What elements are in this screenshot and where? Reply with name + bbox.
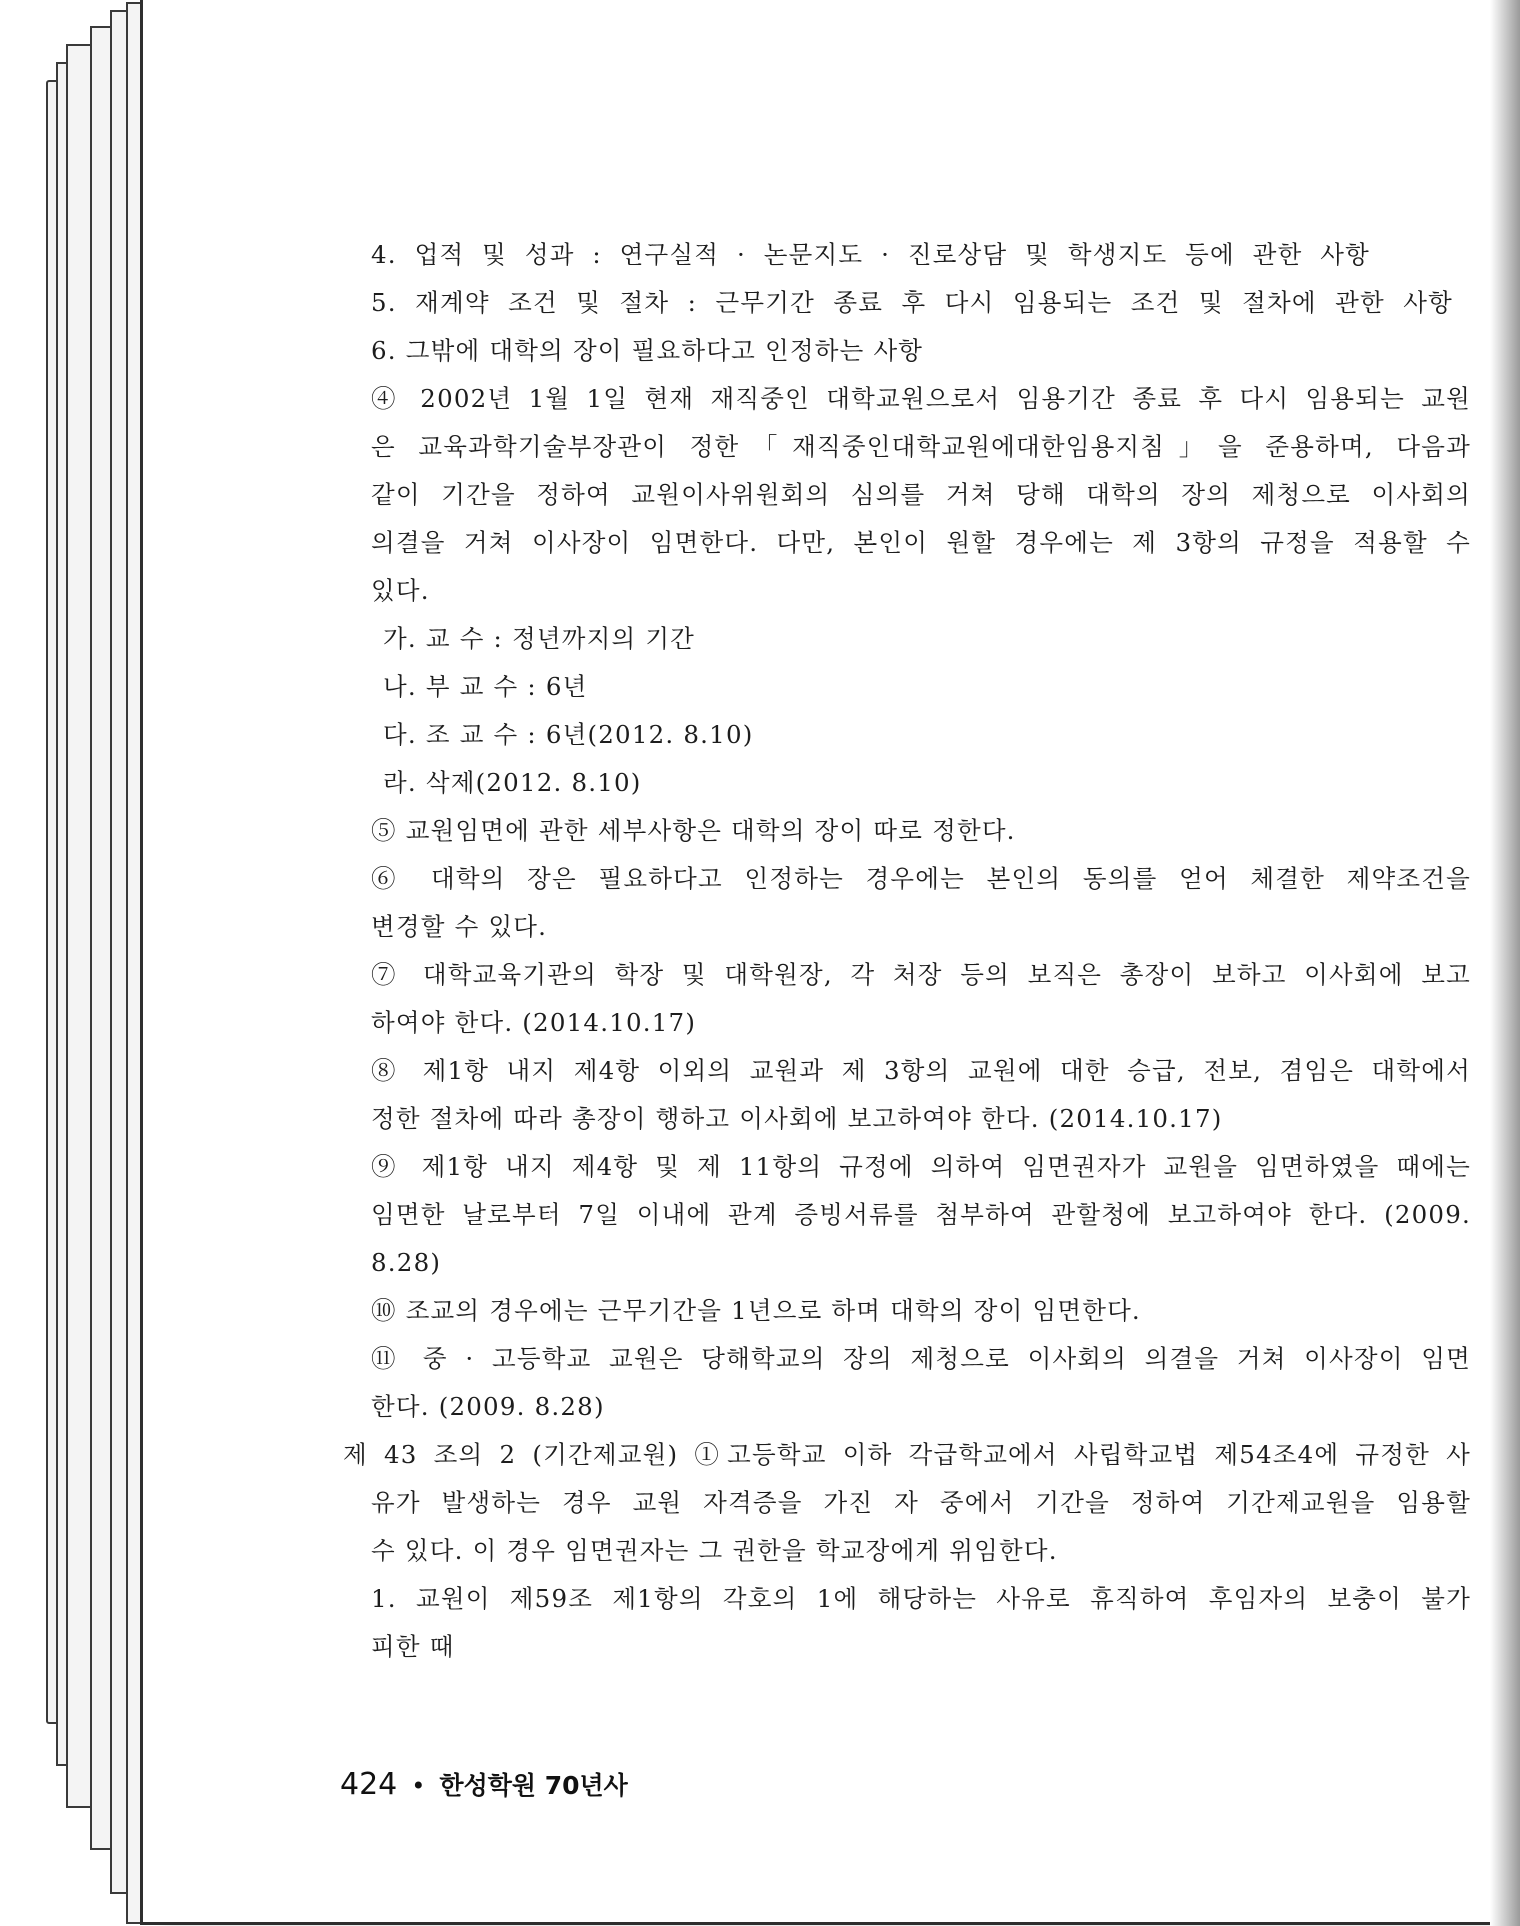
text-line: 4. 업적 및 성과 : 연구실적 · 논문지도 · 진로상담 및 학생지도 등에 관한 사항 <box>371 240 1370 269</box>
page-number: 424 <box>340 1767 398 1802</box>
text-line: ⑩ 조교의 경우에는 근무기간을 1년으로 하며 대학의 장이 임면한다. <box>371 1296 1141 1325</box>
bullet-icon: • <box>411 1772 426 1800</box>
page-shadow <box>1490 0 1520 1926</box>
text-line: 하여야 한다. (2014.10.17) <box>371 1008 697 1037</box>
text-line: 피한 때 <box>371 1632 455 1661</box>
text-line: ⑦ 대학교육기관의 학장 및 대학원장, 각 처장 등의 보직은 총장이 보하고 이사회에 보고 <box>371 960 1471 989</box>
book-page <box>140 0 1493 1925</box>
text-line: 1. 교원이 제59조 제1항의 각호의 1에 해당하는 사유로 휴직하여 후임자의 보충이 불가 <box>371 1584 1471 1613</box>
text-line: 나. 부 교 수 : 6년 <box>383 672 588 701</box>
text-line: 같이 기간을 정하여 교원이사위원회의 심의를 거쳐 당해 대학의 장의 제청으로 이사회의 <box>371 480 1471 509</box>
text-line: 다. 조 교 수 : 6년(2012. 8.10) <box>383 720 754 749</box>
text-line: ④ 2002년 1월 1일 현재 재직중인 대학교원으로서 임용기간 종료 후 다시 임용되는 교원 <box>371 384 1471 413</box>
text-line: 은 교육과학기술부장관이 정한「재직중인대학교원에대한임용지침」을 준용하며, 다음과 <box>371 432 1471 461</box>
text-line: 유가 발생하는 경우 교원 자격증을 가진 자 중에서 기간을 정하여 기간제교원을 임용할 <box>371 1488 1471 1517</box>
text-line: 8.28) <box>371 1248 442 1277</box>
book-title: 한성학원 70년사 <box>439 1771 628 1800</box>
text-line: 한다. (2009. 8.28) <box>371 1392 605 1421</box>
text-line: ⑨ 제1항 내지 제4항 및 제 11항의 규정에 의하여 임면권자가 교원을 임면하였을 때에는 <box>371 1152 1471 1181</box>
text-line: ⑤ 교원임면에 관한 세부사항은 대학의 장이 따로 정한다. <box>371 816 1016 845</box>
text-line: 라. 삭제(2012. 8.10) <box>383 768 642 797</box>
text-line: 수 있다. 이 경우 임면권자는 그 권한을 학교장에게 위임한다. <box>371 1536 1058 1565</box>
text-line: 변경할 수 있다. <box>371 912 548 941</box>
text-line: 5. 재계약 조건 및 절차 : 근무기간 종료 후 다시 임용되는 조건 및 절차에 관한 사항 <box>371 288 1453 317</box>
text-line: 가. 교 수 : 정년까지의 기간 <box>383 624 696 653</box>
page-footer <box>340 1766 628 1802</box>
text-line: 의결을 거쳐 이사장이 임면한다. 다만, 본인이 원할 경우에는 제 3항의 규정을 적용할 수 <box>371 528 1471 557</box>
text-line: ⑧ 제1항 내지 제4항 이외의 교원과 제 3항의 교원에 대한 승급, 전보, 겸임은 대학에서 <box>371 1056 1471 1085</box>
text-line: 정한 절차에 따라 총장이 행하고 이사회에 보고하여야 한다. (2014.10.17) <box>371 1104 1223 1133</box>
text-line: 6. 그밖에 대학의 장이 필요하다고 인정하는 사항 <box>371 336 924 365</box>
text-line: ⑥ 대학의 장은 필요하다고 인정하는 경우에는 본인의 동의를 얻어 체결한 제약조건을 <box>371 864 1471 893</box>
article-heading-line: 제 43 조의 2 (기간제교원) ①고등학교 이하 각급학교에서 사립학교법 제54조4에 규정한 사 <box>343 1440 1471 1469</box>
text-line: 임면한 날로부터 7일 이내에 관계 증빙서류를 첨부하여 관할청에 보고하여야 한다. (2009. <box>371 1200 1471 1229</box>
text-line: 있다. <box>371 576 430 605</box>
text-line: ⑪ 중 · 고등학교 교원은 당해학교의 장의 제청으로 이사회의 의결을 거쳐 이사장이 임면 <box>371 1344 1471 1373</box>
